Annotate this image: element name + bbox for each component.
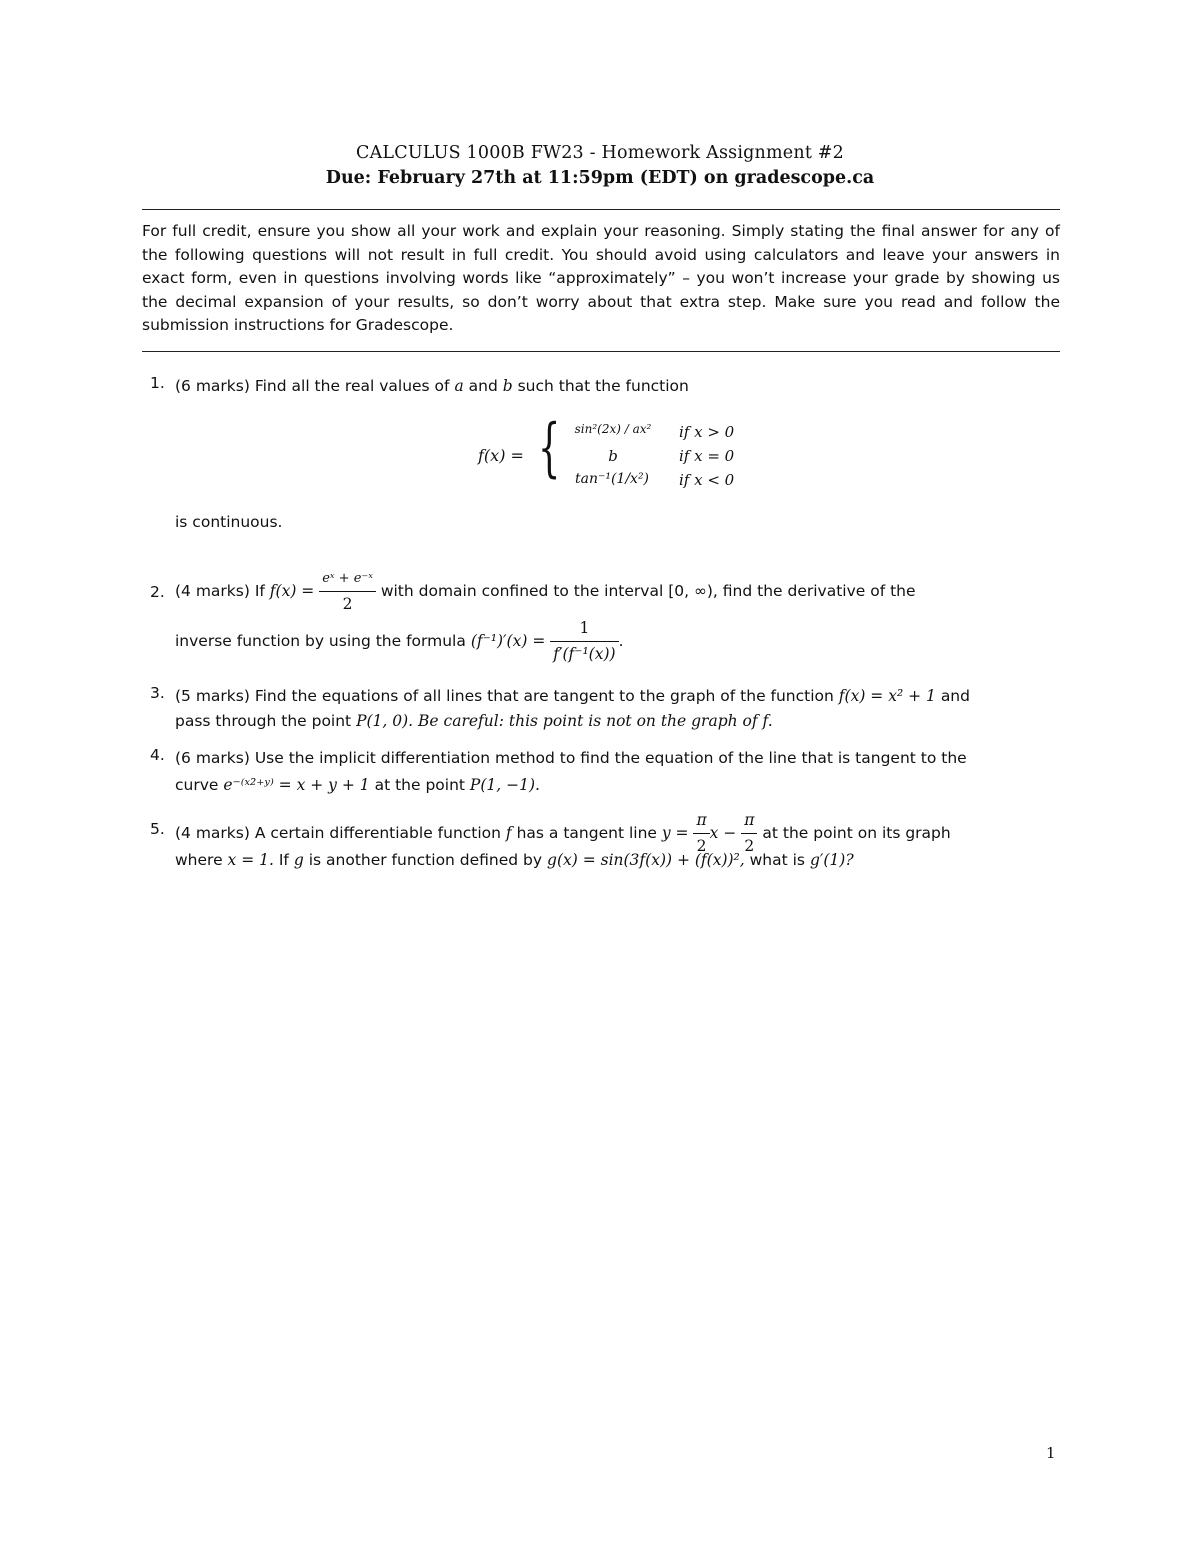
question-number: 5. bbox=[150, 820, 165, 838]
case-3-cond: if x < 0 bbox=[679, 471, 735, 489]
divider-top bbox=[142, 209, 1060, 210]
page-number: 1 bbox=[1046, 1444, 1056, 1462]
due-date: Due: February 27th at 11:59pm (EDT) on gradescope.ca bbox=[325, 168, 875, 188]
question-3 bbox=[150, 684, 1060, 739]
case-1-expr: sin²(2x) / ax² bbox=[574, 422, 652, 436]
fraction: $\frac{\pi}{2}$ bbox=[741, 808, 757, 859]
question-5 bbox=[150, 808, 1060, 878]
instructions-paragraph: For full credit, ensure you show all your work and explain your reasoning. Simply stating the final answer for any of the following questions will not result in full credit. You should avoid using calculators and leave your answers in exact form, even in questions involving words like “approximately” – you won’t increase your grade by showing us the decimal expansion of your results, so don’t worry about that extra step. Make sure you read and follow the submission instructions for Gradescope. bbox=[142, 222, 1060, 334]
case-2-expr: b bbox=[608, 447, 618, 465]
question-line-1: (6 marks) Use the implicit differentiation method to find the equation of the line that is tangent to the bbox=[175, 749, 967, 767]
left-brace: { bbox=[538, 411, 561, 485]
question-1 bbox=[150, 374, 1060, 534]
question-line-2: inverse function by using the formula (f⁻¹)′(x) = $\frac{1}{\text{f′(f⁻¹(x))}}$ . bbox=[175, 616, 1060, 667]
fraction: $\frac{1}{\text{f′(f⁻¹(x))}}$ bbox=[550, 616, 618, 667]
case-2-cond: if x = 0 bbox=[679, 447, 735, 465]
question-line-1: (4 marks) If f(x) = $\frac{\text{eˣ + e⁻ˣ}}{2}$ with domain confined to the interval [0, ∞), find the derivative of the bbox=[175, 566, 1060, 617]
divider-bottom bbox=[142, 351, 1060, 352]
fraction: $\frac{\text{eˣ + e⁻ˣ}}{2}$ bbox=[319, 566, 376, 617]
question-number: 1. bbox=[150, 374, 165, 392]
question-line-2: pass through the point P(1, 0). Be careful: this point is not on the graph of f. bbox=[175, 712, 773, 730]
question-number: 3. bbox=[150, 684, 165, 702]
question-line-1: (4 marks) A certain differentiable function f has a tangent line y = $\frac{\pi}{2}$ x − $\frac{\pi}{2}$ at the point on its graph bbox=[175, 808, 1060, 859]
case-3-expr: tan⁻¹(1/x²) bbox=[574, 471, 650, 487]
case-1-cond: if x > 0 bbox=[679, 423, 735, 441]
document-title: CALCULUS 1000B FW23 - Homework Assignment #2 bbox=[355, 143, 845, 163]
question-line-1: (5 marks) Find the equations of all lines that are tangent to the graph of the function f(x) = x² + 1 and bbox=[175, 687, 970, 705]
question-4 bbox=[150, 746, 1060, 801]
question-closing: is continuous. bbox=[175, 513, 283, 531]
piecewise-lhs: f(x) = bbox=[478, 446, 524, 465]
question-line-2: where x = 1. If g is another function defined by g(x) = sin(3f(x)) + (f(x))², what is g′(1)? bbox=[175, 851, 854, 869]
question-line-2: curve e⁻⁽ˣ²⁺ʸ⁾ = x + y + 1 at the point P(1, −1). bbox=[175, 776, 540, 794]
question-number: 2. bbox=[150, 583, 165, 601]
question-number: 4. bbox=[150, 746, 165, 764]
fraction: $\frac{\pi}{2}$ bbox=[693, 808, 709, 859]
question-text: (6 marks) Find all the real values of a and b such that the function bbox=[175, 377, 689, 395]
question-2 bbox=[150, 566, 1060, 661]
